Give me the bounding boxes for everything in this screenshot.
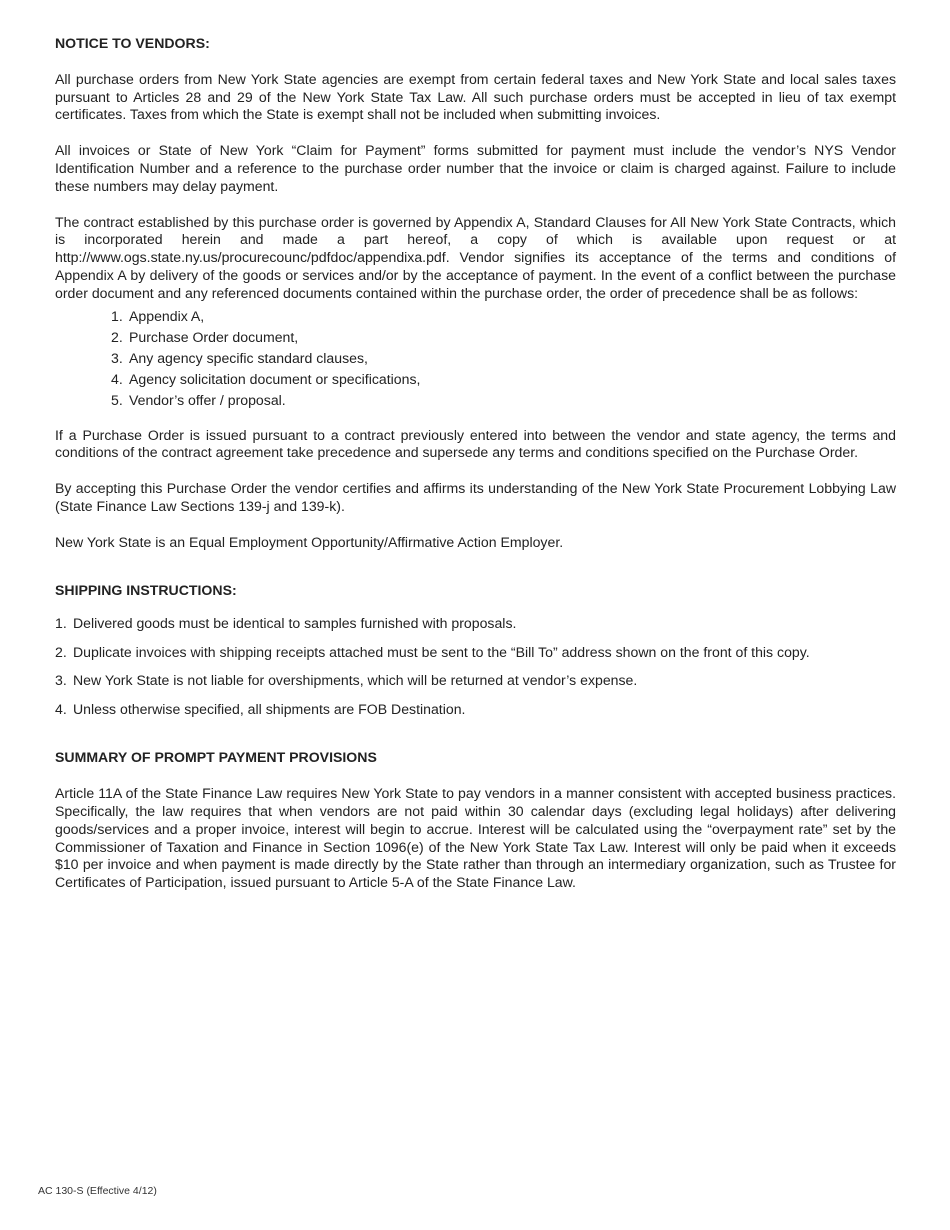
document-page bbox=[55, 35, 896, 892]
precedence-number: 4. bbox=[111, 370, 123, 387]
notice-paragraph-tax-exempt: All purchase orders from New York State agencies are exempt from certain federal taxes and New York State and local sales taxes pursuant to Articles 28 and 29 of the New York State Tax Law. All such purchase orders must be accepted in lieu of tax exempt certificates. Taxes from which the State is exempt shall not be included when submitting invoices. bbox=[55, 70, 896, 123]
shipping-heading: SHIPPING INSTRUCTIONS: bbox=[55, 581, 237, 598]
precedence-text: Appendix A, bbox=[129, 307, 205, 324]
shipping-text: Unless otherwise specified, all shipments are FOB Destination. bbox=[73, 700, 466, 717]
precedence-text: Any agency specific standard clauses, bbox=[129, 349, 368, 366]
shipping-item bbox=[55, 672, 896, 701]
precedence-item bbox=[111, 306, 896, 327]
precedence-item bbox=[111, 369, 896, 390]
notice-paragraph-contract: The contract established by this purchase order is governed by Appendix A, Standard Clauses for All New York State Contracts, which is incorporated herein and made a part hereof, a copy of which is available upon request or at http://www.ogs.state.ny.us/procurecounc/pdfdoc/appendixa.pdf. Vendor signifies its acceptance of the terms and conditions of Appendix A by delivery of the goods or services and/or by the acceptance of payment. In the event of a conflict between the purchase order document and any referenced documents contained within the purchase order, the order of precedence shall be as follows: bbox=[55, 213, 896, 301]
notice-heading: NOTICE TO VENDORS: bbox=[55, 35, 210, 51]
shipping-text: Delivered goods must be identical to samples furnished with proposals. bbox=[73, 615, 517, 632]
shipping-text: Duplicate invoices with shipping receipts attached must be sent to the “Bill To” address shown on the front of this copy. bbox=[73, 643, 810, 660]
precedence-text: Vendor’s offer / proposal. bbox=[129, 391, 286, 408]
precedence-text: Agency solicitation document or specifications, bbox=[129, 370, 421, 387]
precedence-item bbox=[111, 348, 896, 369]
shipping-text: New York State is not liable for overshipments, which will be returned at vendor’s expense. bbox=[73, 672, 638, 689]
shipping-item bbox=[55, 615, 896, 644]
shipping-number: 1. bbox=[55, 615, 67, 632]
prompt-payment-paragraph: Article 11A of the State Finance Law requires New York State to pay vendors in a manner consistent with accepted business practices. Specifically, the law requires that when vendors are not paid within 30 calendar days (excluding legal holidays) after delivering goods/services and a proper invoice, interest will begin to accrue. Interest will be calculated using the “overpayment rate” set by the Commissioner of Taxation and Finance in Section 1096(e) of the New York State Tax Law. Interest will only be paid when it exceeds $10 per invoice and when payment is made directly by the State rather than through an intermediary organization, such as Trustee for Certificates of Participation, issued pursuant to Article 5-A of the State Finance Law. bbox=[55, 785, 896, 891]
precedence-list bbox=[55, 306, 896, 411]
shipping-item bbox=[55, 644, 896, 673]
shipping-number: 4. bbox=[55, 700, 67, 717]
precedence-item bbox=[111, 390, 896, 411]
precedence-item bbox=[111, 327, 896, 348]
precedence-text: Purchase Order document, bbox=[129, 328, 299, 345]
notice-paragraph-lobbying-law: By accepting this Purchase Order the vendor certifies and affirms its understanding of the New York State Procurement Lobbying Law (State Finance Law Sections 139-j and 139-k). bbox=[55, 480, 896, 514]
shipping-item bbox=[55, 701, 896, 730]
precedence-number: 1. bbox=[111, 307, 123, 324]
precedence-number: 5. bbox=[111, 391, 123, 408]
notice-paragraph-contract-precedence: If a Purchase Order is issued pursuant to a contract previously entered into between the vendor and state agency, the terms and conditions of the contract agreement take precedence and supersede any terms and conditions specified on the Purchase Order. bbox=[55, 426, 896, 461]
precedence-number: 2. bbox=[111, 328, 123, 345]
precedence-number: 3. bbox=[111, 349, 123, 366]
shipping-number: 3. bbox=[55, 672, 67, 689]
notice-paragraph-eeo: New York State is an Equal Employment Opportunity/Affirmative Action Employer. bbox=[55, 533, 564, 550]
prompt-payment-heading: SUMMARY OF PROMPT PAYMENT PROVISIONS bbox=[55, 749, 377, 766]
shipping-list bbox=[55, 615, 896, 729]
form-identifier: AC 130-S (Effective 4/12) bbox=[38, 1185, 157, 1197]
shipping-number: 2. bbox=[55, 643, 67, 660]
notice-paragraph-invoices: All invoices or State of New York “Claim for Payment” forms submitted for payment must include the vendor’s NYS Vendor Identification Number and a reference to the purchase order number that the invoice or claim is charged against. Failure to include these numbers may delay payment. bbox=[55, 142, 896, 194]
